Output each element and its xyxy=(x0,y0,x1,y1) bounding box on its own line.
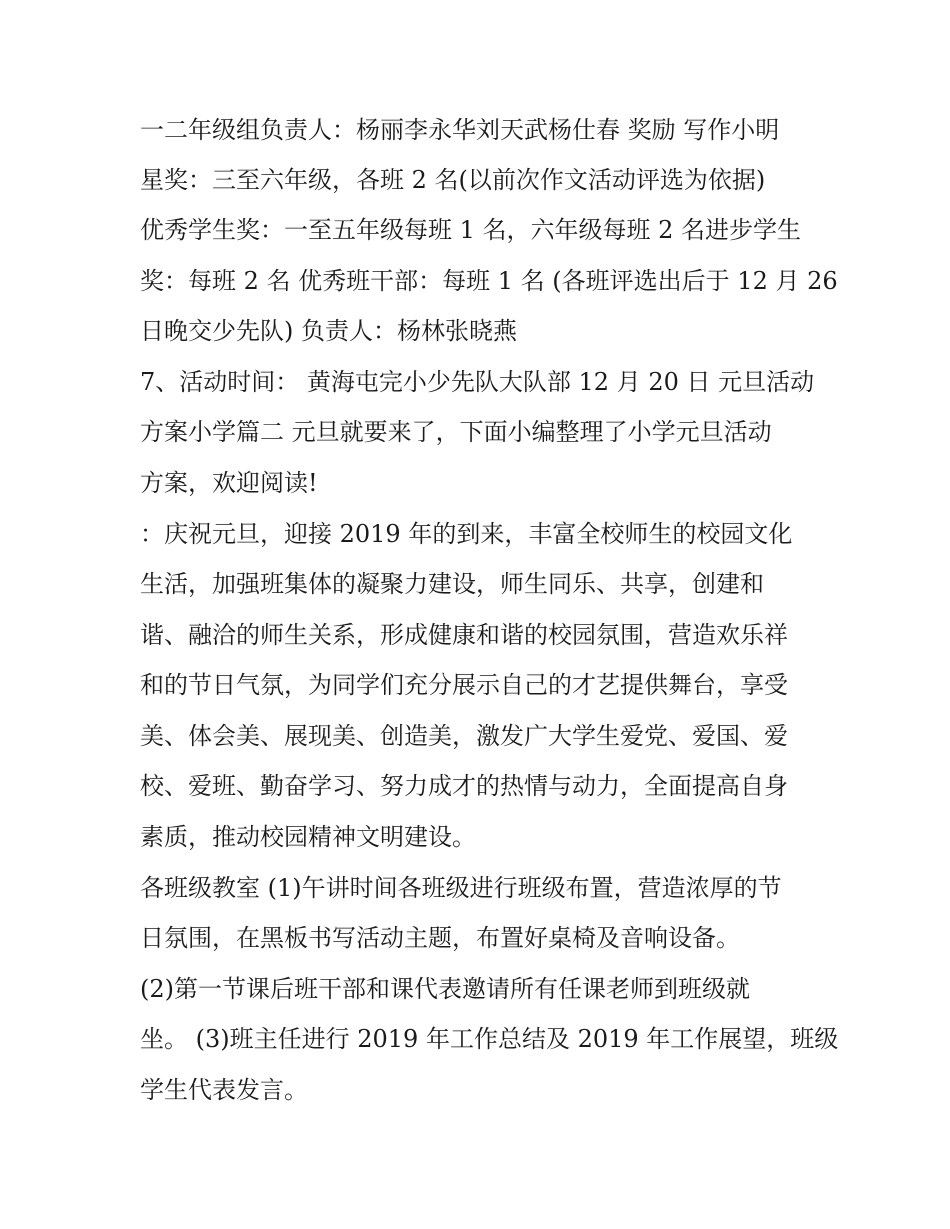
text-line: 方案，欢迎阅读! xyxy=(140,469,318,497)
text-line: 方案小学篇二 元旦就要来了，下面小编整理了小学元旦活动 xyxy=(140,418,772,446)
text-line: 日晚交少先队) 负责人：杨林张晓燕 xyxy=(140,317,517,345)
text-line: 生活，加强班集体的凝聚力建设，师生同乐、共享，创建和 xyxy=(140,570,764,598)
text-line: ：庆祝元旦，迎接 2019 年的到来，丰富全校师生的校园文化 xyxy=(140,520,793,548)
text-line: 各班级教室 (1)午讲时间各班级进行班级布置，营造浓厚的节 xyxy=(140,874,782,902)
text-line: 素质，推动校园精神文明建设。 xyxy=(140,823,476,851)
text-line: 谐、融洽的师生关系，形成健康和谐的校园氛围，营造欢乐祥 xyxy=(140,621,788,649)
text-line: 校、爱班、勤奋学习、努力成才的热情与动力，全面提高自身 xyxy=(140,772,788,800)
text-line: 学生代表发言。 xyxy=(140,1076,308,1104)
text-line: 7、活动时间： 黄海屯完小少先队大队部 12 月 20 日 元旦活动 xyxy=(140,368,815,396)
text-line: 星奖：三至六年级，各班 2 名(以前次作文活动评选为依据) xyxy=(140,166,766,194)
text-line: 一二年级组负责人：杨丽李永华刘天武杨仕春 奖励 写作小明 xyxy=(140,116,780,144)
text-line: 日氛围，在黑板书写活动主题，布置好桌椅及音响设备。 xyxy=(140,924,740,952)
text-line: (2)第一节课后班干部和课代表邀请所有任课老师到班级就 xyxy=(140,975,750,1003)
text-line: 奖：每班 2 名 优秀班干部：每班 1 名 (各班评选出后于 12 月 26 xyxy=(140,267,838,295)
text-line: 坐。 (3)班主任进行 2019 年工作总结及 2019 年工作展望，班级 xyxy=(140,1025,839,1053)
text-line: 优秀学生奖：一至五年级每班 1 名，六年级每班 2 名进步学生 xyxy=(140,216,802,244)
text-line: 和的节日气氛，为同学们充分展示自己的才艺提供舞台，享受 xyxy=(140,671,788,699)
text-line: 美、体会美、展现美、创造美，激发广大学生爱党、爱国、爱 xyxy=(140,722,788,750)
